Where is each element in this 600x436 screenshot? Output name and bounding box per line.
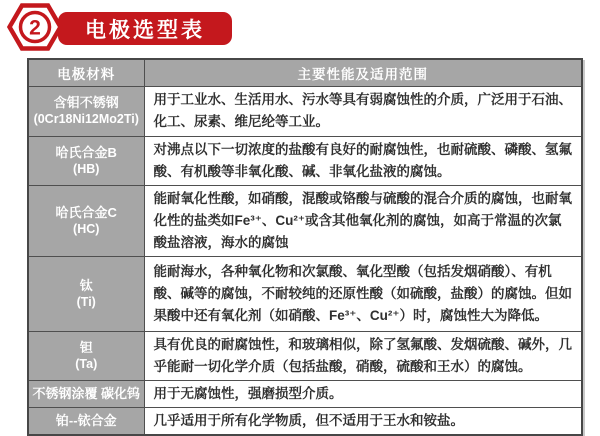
table-row [28, 331, 582, 380]
section-header [0, 0, 600, 58]
material-code: (0Cr18Ni12Mo2Ti) [33, 112, 139, 126]
badge-number: 2 [29, 16, 41, 40]
material-name: 哈氏合金C [55, 204, 117, 220]
material-name: 钛 [79, 277, 93, 293]
material-cell [28, 380, 144, 407]
description-cell: 对沸点以下一切浓度的盐酸有良好的耐腐蚀性，也耐硫酸、磷酸、氢氟酸、有机酸等非氧化酸、碱、非氧化盐液的腐蚀。 [144, 136, 582, 185]
material-name: 哈氏合金B [55, 144, 117, 160]
material-name: 不锈钢涂覆 碳化钨 [32, 386, 141, 401]
description-cell: 几乎适用于所有化学物质，但不适用于王水和铵盐。 [144, 407, 582, 435]
description-cell: 用于工业水、生活用水、污水等具有弱腐蚀性的介质，广泛用于石油、化工、尿素、维尼纶等工业。 [144, 86, 582, 136]
description-cell: 能耐海水，各种氧化物和次氯酸、氧化型酸（包括发烟硝酸）、有机酸、碱等的腐蚀，不耐较纯的还原性酸（如硫酸，盐酸）的腐蚀。但如果酸中还有氧化剂（如硝酸、Fe³⁺、Cu²⁺）时，腐蚀性大为降低。 [144, 256, 582, 331]
material-code: (Ta) [75, 356, 98, 371]
description-cell: 用于无腐蚀性，强磨损型介质。 [144, 380, 582, 407]
page-title: 电极选型表 [85, 18, 205, 42]
electrode-selection-table [27, 58, 583, 436]
number-badge [7, 3, 63, 56]
table-row [28, 185, 582, 256]
description-cell: 能耐氧化性酸，如硝酸，混酸或铬酸与硫酸的混合介质的腐蚀，也耐氧化性的盐类如Fe³⁺、Cu²⁺或含其他氧化剂的腐蚀，如高于常温的次氯酸盐溶液，海水的腐蚀 [144, 185, 582, 256]
table-row [28, 380, 582, 407]
material-cell [28, 136, 144, 185]
material-code: (Ti) [76, 294, 96, 309]
material-code: (HC) [73, 221, 100, 236]
table-row [28, 256, 582, 331]
badge-hexagon-icon [7, 3, 63, 51]
table-header-row [28, 59, 582, 86]
table-row [28, 86, 582, 136]
title-banner [58, 12, 232, 45]
material-cell [28, 331, 144, 380]
table-row [28, 407, 582, 435]
material-cell [28, 185, 144, 256]
column-header-material: 电极材料 [28, 59, 144, 86]
description-cell: 具有优良的耐腐蚀性，和玻璃相似，除了氢氟酸、发烟硫酸、碱外，几乎能耐一切化学介质（包括盐酸，硝酸，硫酸和王水）的腐蚀。 [144, 331, 582, 380]
material-cell [28, 407, 144, 435]
material-name: 含钼不锈钢 [53, 95, 119, 110]
material-code: (HB) [73, 161, 100, 176]
table-row [28, 136, 582, 185]
column-header-properties: 主要性能及适用范围 [144, 59, 582, 86]
material-cell [28, 86, 144, 136]
material-name: 钽 [79, 339, 93, 355]
material-cell [28, 256, 144, 331]
material-name: 铂--铱合金 [55, 413, 117, 428]
